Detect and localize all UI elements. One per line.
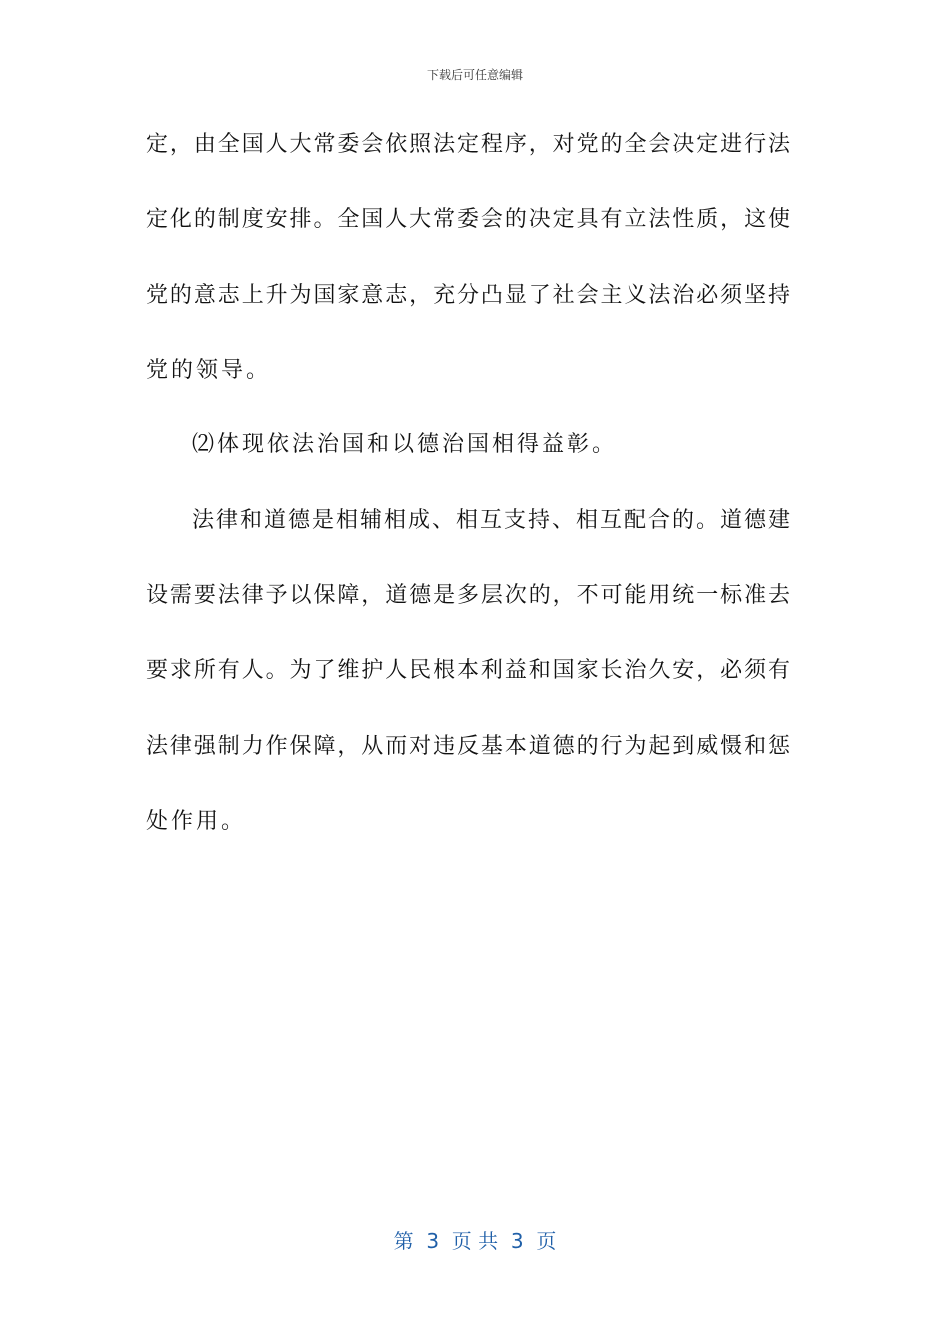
section-heading: ⑵体现依法治国和以德治国相得益彰。 xyxy=(192,432,618,457)
text-line: 要求所有人。为了维护人民根本利益和国家长治久安，必须有 xyxy=(146,658,790,683)
page-number: 第 3 页 共 3 页 xyxy=(393,1229,557,1253)
text-line: 法律强制力作保障，从而对违反基本道德的行为起到威慑和惩 xyxy=(146,734,790,759)
text-line: 法律和道德是相辅相成、相互支持、相互配合的。道德建 xyxy=(192,508,790,533)
text-line: 处作用。 xyxy=(146,809,247,834)
text-line: 设需要法律予以保障，道德是多层次的，不可能用统一标准去 xyxy=(146,583,790,608)
text-line: 定化的制度安排。全国人大常委会的决定具有立法性质，这使 xyxy=(146,207,790,232)
text-line: 党的领导。 xyxy=(146,358,272,383)
header-note: 下载后可任意编辑 xyxy=(426,68,523,82)
text-line: 党的意志上升为国家意志，充分凸显了社会主义法治必须坚持 xyxy=(146,283,790,308)
text-line: 定，由全国人大常委会依照法定程序，对党的全会决定进行法 xyxy=(146,132,790,157)
